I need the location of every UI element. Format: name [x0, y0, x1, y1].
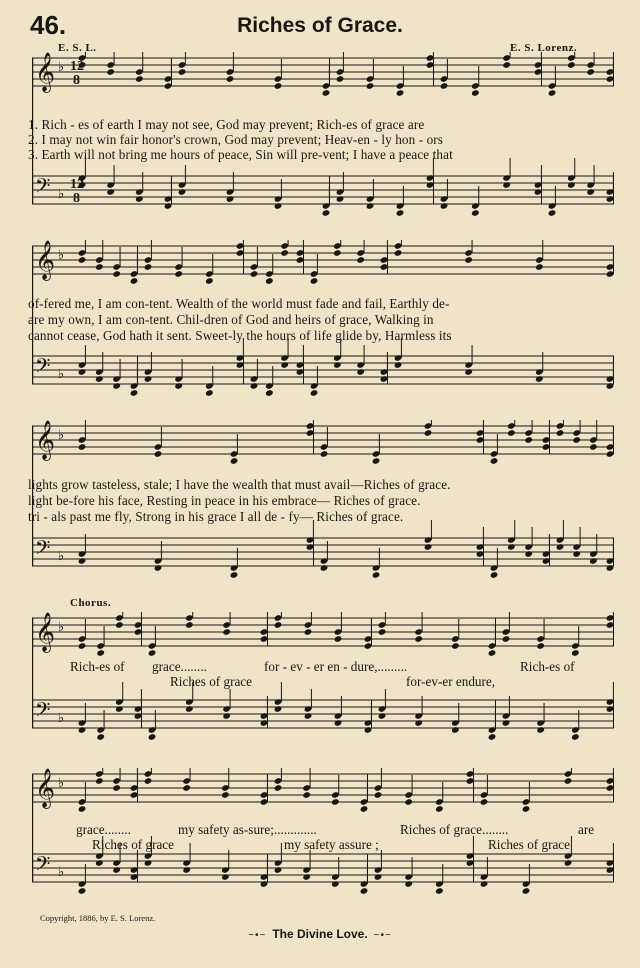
notehead	[366, 202, 375, 210]
notehead	[78, 443, 87, 451]
notehead	[182, 784, 191, 792]
notehead	[488, 649, 497, 657]
notehead	[378, 628, 387, 636]
notehead	[586, 68, 595, 76]
notehead	[250, 270, 259, 278]
notehead	[182, 866, 191, 874]
notehead	[572, 550, 581, 558]
notehead	[356, 256, 365, 264]
notehead	[606, 705, 614, 713]
flat-key-signature-icon: ♭	[58, 60, 65, 75]
notehead	[404, 798, 413, 806]
notehead	[320, 564, 329, 572]
notehead	[310, 389, 319, 397]
notehead	[440, 202, 449, 210]
notehead	[302, 873, 311, 881]
chorus-2-lower-c: Riches of grace	[488, 837, 571, 852]
notehead	[606, 195, 614, 203]
notehead	[320, 450, 329, 458]
notehead	[274, 784, 283, 792]
chorus-2-lower-a: Riches of grace	[92, 837, 175, 852]
notehead	[274, 705, 283, 713]
notehead	[571, 733, 580, 741]
notehead	[564, 777, 573, 785]
right-ornament: ~•~	[373, 930, 392, 941]
notehead	[112, 382, 121, 390]
notehead	[280, 249, 289, 257]
chorus-2-lower-b: my safety assure ;	[284, 837, 379, 852]
notehead	[536, 642, 545, 650]
copyright-notice: Copyright, 1886, by E. S. Lorenz.	[40, 913, 156, 923]
notehead	[606, 621, 614, 629]
words-credit: E. S. L.	[58, 42, 97, 54]
notehead	[502, 719, 511, 727]
notehead	[606, 859, 614, 867]
notehead	[502, 635, 511, 643]
flat-key-signature-icon: ♭	[58, 549, 65, 564]
notehead	[435, 887, 444, 895]
notehead	[480, 798, 489, 806]
notehead	[178, 188, 187, 196]
notehead	[95, 375, 104, 383]
verse-2-line-1: 2. I may not win fair honor's crown, God may prevent; Heav-en - ly hon - ors	[28, 132, 444, 147]
notehead	[148, 733, 157, 741]
notehead	[502, 61, 511, 69]
notehead	[606, 450, 614, 458]
notehead	[336, 195, 345, 203]
chorus-label: Chorus.	[70, 597, 112, 609]
music-credit: E. S. Lorenz.	[510, 42, 578, 54]
notehead	[490, 571, 499, 579]
next-hymn-heading	[0, 927, 640, 941]
notehead	[331, 798, 340, 806]
notehead	[106, 68, 115, 76]
notehead	[95, 777, 104, 785]
time-signature-bottom: 8	[73, 73, 80, 88]
notehead	[226, 195, 235, 203]
notehead	[606, 382, 614, 390]
flat-key-signature-icon: ♭	[58, 428, 65, 443]
chorus-1-upper-b: grace........	[152, 659, 207, 674]
notehead	[567, 61, 576, 69]
notehead	[586, 188, 595, 196]
notehead	[606, 443, 614, 451]
notehead	[115, 705, 124, 713]
notehead	[404, 880, 413, 888]
notehead	[280, 361, 289, 369]
notehead	[154, 564, 163, 572]
notehead	[333, 361, 342, 369]
notehead	[274, 202, 283, 210]
system-4-staves	[32, 612, 614, 776]
notehead	[336, 75, 345, 83]
treble-clef-icon: 𝄞	[35, 612, 56, 652]
notehead	[464, 256, 473, 264]
notehead	[95, 859, 104, 867]
notehead	[589, 557, 598, 565]
bass-clef-icon: 𝄢	[35, 536, 51, 564]
flat-key-signature-icon: ♭	[58, 620, 65, 635]
notehead	[154, 450, 163, 458]
verse-3-line-2: cannot cease, God hath it sent. Sweet-ly the hours of life glide by, Harmless its	[28, 328, 452, 343]
notehead	[304, 712, 313, 720]
notehead	[130, 277, 139, 285]
notehead	[606, 270, 614, 278]
notehead	[572, 436, 581, 444]
chorus-1-upper-d: Rich-es of	[520, 659, 575, 674]
notehead	[606, 263, 614, 271]
notehead	[302, 791, 311, 799]
notehead	[396, 209, 405, 216]
notehead	[548, 209, 557, 216]
notehead	[378, 712, 387, 720]
notehead	[488, 733, 497, 741]
notehead	[78, 887, 87, 895]
treble-clef-icon: 𝄞	[35, 768, 56, 808]
notehead	[556, 543, 565, 551]
notehead	[435, 805, 444, 813]
notehead	[135, 195, 144, 203]
chorus-1-upper-a: Rich-es of	[70, 659, 125, 674]
notehead	[414, 719, 423, 727]
notehead	[144, 263, 153, 271]
chorus-1-lower-a: Riches of grace	[170, 674, 253, 689]
notehead	[606, 188, 614, 196]
notehead	[174, 270, 183, 278]
notehead	[606, 564, 614, 572]
notehead	[356, 368, 365, 376]
notehead	[606, 614, 614, 622]
notehead	[322, 89, 331, 97]
chorus-1-lower-b: for-ev-er endure,	[406, 674, 496, 689]
verse-3-line-3: tri - als past me fly, Strong in his grace I all de - fy— Riches of grace.	[28, 509, 404, 524]
flat-key-signature-icon: ♭	[58, 187, 65, 202]
next-hymn-title: The Divine Love.	[272, 927, 368, 941]
flat-key-signature-icon: ♭	[58, 865, 65, 880]
notehead	[524, 550, 533, 558]
notehead	[394, 249, 403, 257]
notehead	[606, 777, 614, 785]
notehead	[178, 68, 187, 76]
time-signature-bottom: 8	[73, 191, 80, 206]
notehead	[221, 873, 230, 881]
notehead	[536, 726, 545, 734]
notehead	[96, 733, 105, 741]
notehead	[221, 791, 230, 799]
chorus-2-upper-c: Riches of grace........	[400, 822, 509, 837]
notehead	[112, 784, 121, 792]
notehead	[414, 635, 423, 643]
chorus-2-upper-a: grace........	[76, 822, 131, 837]
notehead	[112, 866, 121, 874]
notehead	[265, 389, 274, 397]
notehead	[372, 457, 381, 465]
notehead	[250, 382, 259, 390]
bass-clef-icon: 𝄢	[35, 698, 51, 726]
notehead	[374, 873, 383, 881]
notehead	[606, 784, 614, 792]
notehead	[274, 621, 283, 629]
notehead	[310, 277, 319, 285]
notehead	[564, 859, 573, 867]
notehead	[556, 429, 565, 437]
notehead	[135, 75, 144, 83]
notehead	[522, 805, 531, 813]
notehead	[265, 277, 274, 285]
notehead	[78, 726, 87, 734]
verse-1-line-3: lights grow tasteless, stale; I have the wealth that must avail—Riches of grace.	[28, 477, 451, 492]
treble-clef-icon: 𝄞	[35, 52, 56, 92]
notehead	[78, 805, 87, 813]
notehead	[396, 89, 405, 97]
notehead	[451, 642, 460, 650]
bass-clef-icon: 𝄢	[35, 354, 51, 382]
verse-3-line-1: 3. Earth will not bring me hours of peace, Sin will pre-vent; I have a peace that	[28, 147, 453, 162]
notehead	[78, 256, 87, 264]
notehead	[490, 457, 499, 465]
notehead	[78, 557, 87, 565]
notehead	[274, 866, 283, 874]
notehead	[226, 75, 235, 83]
notehead	[374, 791, 383, 799]
notehead	[333, 249, 342, 257]
notehead	[144, 375, 153, 383]
notehead	[451, 726, 460, 734]
notehead	[502, 181, 511, 189]
notehead	[331, 880, 340, 888]
flat-key-signature-icon: ♭	[58, 367, 65, 382]
notehead	[95, 263, 104, 271]
verse-2-line-2: are my own, I am con-tent. Chil-dren of God and heirs of grace, Walking in	[28, 312, 434, 327]
notehead	[480, 880, 489, 888]
treble-clef-icon: 𝄞	[35, 420, 56, 460]
notehead	[471, 89, 480, 97]
notehead	[185, 621, 194, 629]
time-signature-top: 12	[70, 177, 84, 192]
notehead	[464, 368, 473, 376]
notehead	[144, 777, 153, 785]
notehead	[230, 457, 239, 465]
treble-clef-icon: 𝄞	[35, 240, 56, 280]
notehead	[148, 649, 157, 657]
notehead	[424, 543, 433, 551]
notehead	[174, 382, 183, 390]
notehead	[507, 543, 516, 551]
notehead	[606, 375, 614, 383]
notehead	[366, 82, 375, 90]
notehead	[535, 375, 544, 383]
notehead	[222, 628, 231, 636]
notehead	[96, 649, 105, 657]
notehead	[115, 621, 124, 629]
notehead	[440, 82, 449, 90]
notehead	[222, 712, 231, 720]
notehead	[471, 209, 480, 216]
notehead	[548, 89, 557, 97]
verse-2-line-3: light be-fore his face, Resting in peace in his embrace— Riches of grace.	[28, 493, 421, 508]
notehead	[322, 209, 331, 216]
notehead	[130, 389, 139, 397]
notehead	[205, 277, 214, 285]
notehead	[274, 82, 283, 90]
flat-key-signature-icon: ♭	[58, 248, 65, 263]
notehead	[144, 859, 153, 867]
notehead	[606, 68, 614, 76]
notehead	[360, 805, 369, 813]
verse-1-line-1: 1. Rich - es of earth I may not see, God may prevent; Rich-es of grace are	[28, 117, 425, 132]
notehead	[334, 719, 343, 727]
chorus-2-upper-d: are	[578, 822, 595, 837]
bass-clef-icon: 𝄢	[35, 852, 51, 880]
notehead	[78, 642, 87, 650]
hymn-title: Riches of Grace.	[237, 14, 403, 37]
notehead	[230, 571, 239, 579]
notehead	[535, 263, 544, 271]
bass-clef-icon: 𝄢	[35, 174, 51, 202]
notehead	[360, 887, 369, 895]
verse-1-line-2: of-fered me, I am con-tent. Wealth of the world must fade and fail, Earthly de-	[28, 296, 450, 311]
notehead	[606, 698, 614, 706]
chorus-2-upper-b: my safety as-sure;.............	[178, 822, 317, 837]
notehead	[589, 443, 598, 451]
notehead	[522, 887, 531, 895]
notehead	[185, 705, 194, 713]
hymn-number: 46.	[30, 10, 67, 40]
notehead	[304, 628, 313, 636]
flat-key-signature-icon: ♭	[58, 711, 65, 726]
notehead	[507, 429, 516, 437]
notehead	[372, 571, 381, 579]
notehead	[606, 75, 614, 83]
notehead	[334, 635, 343, 643]
notehead	[567, 181, 576, 189]
left-ornament: ~•~	[248, 930, 267, 941]
notehead	[606, 866, 614, 874]
notehead	[112, 270, 121, 278]
time-signature-top: 12	[70, 59, 84, 74]
notehead	[78, 368, 87, 376]
notehead	[205, 389, 214, 397]
music-system-4	[32, 612, 614, 776]
notehead	[571, 649, 580, 657]
notehead	[394, 361, 403, 369]
notehead	[524, 436, 533, 444]
chorus-1-upper-c: for - ev - er en - dure,.........	[264, 659, 408, 674]
flat-key-signature-icon: ♭	[58, 776, 65, 791]
notehead	[424, 429, 433, 437]
notehead	[606, 557, 614, 565]
notehead	[106, 188, 115, 196]
